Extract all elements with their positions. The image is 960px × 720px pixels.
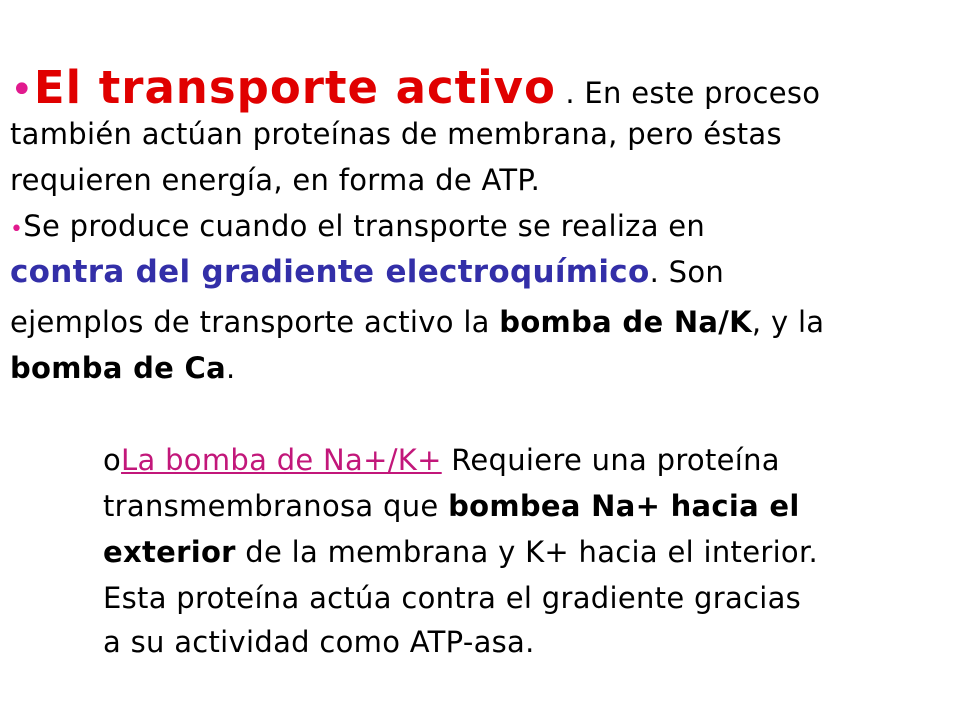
paragraph-3-line-1 (103, 438, 780, 482)
paragraph-3-text-2: transmembranosa que (103, 489, 449, 523)
bold-bomba-na-k: bomba de Na/K (499, 305, 752, 339)
paragraph-3-line-3 (103, 530, 818, 574)
list-marker: o (103, 443, 122, 477)
bomba-na-k-link[interactable]: La bomba de Na+/K+ (121, 443, 442, 477)
paragraph-2-text-2: . Son (649, 255, 725, 289)
paragraph-2-line-2 (10, 250, 724, 294)
emphasis-gradient: contra del gradiente electroquímico (10, 254, 650, 290)
bold-bombea-na: bombea Na+ hacia el (448, 489, 800, 523)
paragraph-2-text-3: ejemplos de transporte activo la (10, 305, 500, 339)
bullet-icon: • (10, 217, 24, 242)
paragraph-1-line-3: requieren energía, en forma de ATP. (10, 163, 541, 197)
paragraph-2-line-4 (10, 346, 236, 390)
paragraph-2-text-1: Se produce cuando el transporte se realiza en (23, 209, 706, 243)
paragraph-3-line-4: Esta proteína actúa contra el gradiente gracias (103, 581, 802, 615)
paragraph-2-line-3 (10, 300, 824, 344)
bold-exterior: exterior (103, 535, 236, 569)
paragraph-3-line-2 (103, 484, 800, 528)
section-title: El transporte activo (33, 61, 556, 114)
paragraph-3-line-5: a su actividad como ATP-asa. (103, 625, 535, 659)
paragraph-2-text-5: . (226, 351, 236, 385)
paragraph-2-text-4: , y la (751, 305, 825, 339)
bullet-icon: • (10, 67, 34, 113)
paragraph-2-line-1 (10, 204, 705, 252)
paragraph-3-text-3: de la membrana y K+ hacia el interior. (235, 535, 819, 569)
bold-bomba-ca: bomba de Ca (10, 351, 226, 385)
title-continuation: . En este proceso (555, 76, 821, 110)
paragraph-1-line-2: también actúan proteínas de membrana, pero éstas (10, 117, 782, 151)
paragraph-3-text-1: Requiere una proteína (441, 443, 780, 477)
